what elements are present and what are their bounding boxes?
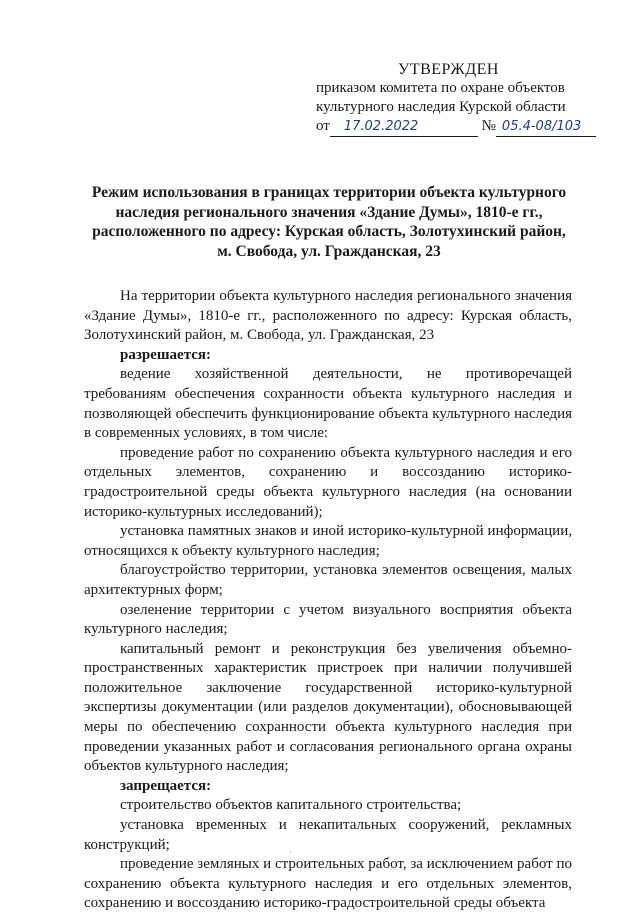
scan-mark: [290, 851, 291, 853]
approval-title: УТВЕРЖДЕН: [398, 61, 499, 78]
paragraph-prohibited-3: проведение земляных и строительных работ, за исключением работ по сохранению объекта культурного наследия и его отдельных элементов, сохранению и воссозданию историко-градостроительной среды объекта: [84, 856, 572, 912]
approval-block: [316, 60, 616, 137]
title-line-2: наследия регионального значения «Здание Думы», 1810-е гг.,: [115, 203, 543, 221]
heading-allowed: разрешается:: [120, 346, 212, 363]
title-line-1: Режим использования в границах территории объекта культурного: [91, 184, 567, 201]
document-body: [84, 287, 572, 914]
handwritten-number: 05.4-08/103: [501, 119, 582, 134]
approval-line-1: приказом комитета по охране объектов: [316, 80, 565, 96]
handwritten-date: 17.02.2022: [343, 119, 419, 134]
paragraph-allowed-3: установка памятных знаков и иной историко-культурной информации, относящихся к объекту культурного наследия;: [84, 523, 572, 559]
date-field: [330, 117, 478, 137]
paragraph-prohibited-2: установка временных и некапитальных сооружений, рекламных конструкций;: [84, 817, 572, 853]
paragraph-intro: На территории объекта культурного наследия регионального значения «Здание Думы», 1810-е гг., расположенного по адресу: Курская область, Золотухинский район, м. Свобода, ул. Гражданская, 23: [84, 288, 572, 344]
paragraph-prohibited-1: строительство объектов капитального строительства;: [120, 797, 462, 814]
heading-prohibited: запрещается:: [120, 777, 212, 794]
approval-date-number-line: [316, 117, 616, 137]
paragraph-allowed-5: озеленение территории с учетом визуального восприятия объекта культурного наследия;: [84, 601, 572, 638]
date-label: от: [316, 118, 330, 134]
document-title: [84, 183, 574, 261]
number-field: [496, 117, 596, 137]
paragraph-allowed-4: благоустройство территории, установка элементов освещения, малых архитектурных форм;: [84, 562, 572, 598]
paragraph-allowed-2: проведение работ по сохранению объекта культурного наследия и его отдельных элементов, сохранению и воссозданию историко-градостроительной среды объекта культурного наследия (на основании историко-культурных исследований);: [84, 444, 572, 520]
paragraph-allowed-1: ведение хозяйственной деятельности, не противоречащей требованиям обеспечения сохранности объекта культурного наследия и позволяющей обеспечить функционирование объекта культурного наследия в современных условиях, в том числе:: [84, 366, 572, 442]
paragraph-allowed-6: капитальный ремонт и реконструкция без увеличения объемно-пространственных характеристик пристроек при наличии получившей положительное заключение государственной историко-культурной экспертизы документации (или разделов документации), обосновывающей меры по обеспечению сохранности объекта культурного наследия при проведении указанных работ и согласования регионального органа охраны объектов культурного наследия;: [84, 640, 572, 775]
title-line-4: м. Свобода, ул. Гражданская, 23: [217, 242, 441, 260]
title-line-3: расположенного по адресу: Курская область, Золотухинский район,: [92, 223, 566, 240]
number-label: №: [481, 118, 496, 134]
approval-line-2: культурного наследия Курской области: [316, 99, 566, 115]
